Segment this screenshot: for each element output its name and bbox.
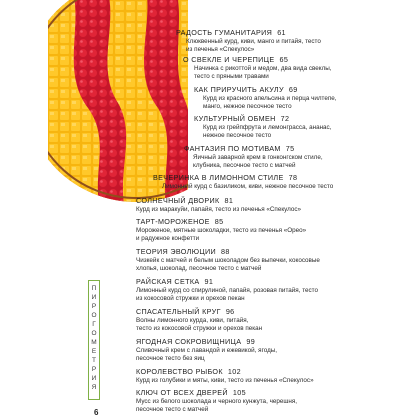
toc-entry-desc-line: Курд из голубики и мяты, киви, тесто из печенья «Спекулос» [136,377,314,384]
toc-entry-desc-line: и радужное конфетти [136,235,200,242]
toc-entry-title: ТАРТ-МОРОЖЕНОЕ [136,217,210,226]
toc-entry-desc-line: Клюквенный курд, киви, манго и питайя, тесто [186,38,321,45]
side-label-char: И [91,375,97,382]
toc-entry-page: 75 [285,144,295,153]
toc-entry-title: КУЛЬТУРНЫЙ ОБМЕН [194,114,276,123]
side-label-char: М [91,339,97,346]
toc-entry-desc-line: Курд из грейпфрута и лемонграсса, ананас, [203,124,332,131]
toc-entry-desc-line: Мусс из белого шоколада и черного кунжута, черешня, [136,398,298,405]
page-number: 6 [94,408,99,417]
side-label-char: Г [92,321,96,328]
side-label-char: Т [92,357,96,364]
toc-entry-desc-line: Курд из маракуйи, папайя, тесто из печенья «Спекулос» [136,206,302,213]
toc-entry-title: ТЕОРИЯ ЭВОЛЮЦИИ [136,247,217,256]
toc-entry-desc-line: Чизкейк с матчей и белым шоколадом без выпечки, кокосовые [136,257,320,264]
toc-entry-page: 88 [221,247,230,256]
toc-entry-desc-line: Сливочный крем с лавандой и ежевикой, ягоды, [136,347,278,354]
toc-entry-page: 69 [288,85,298,94]
toc-entry-page: 102 [227,367,241,376]
toc-entry-desc-line: тесто с пряными травами [194,73,269,80]
toc-entry-title: СПАСАТЕЛЬНЫЙ КРУГ [136,307,221,316]
toc-entry-desc-line: манго, нежное песочное тесто [203,103,292,110]
toc-entry-page: 78 [288,173,298,182]
toc-entry-desc-line: хлопья, шоколад, песочное тесто с матчей [136,265,262,272]
toc-entry-desc-line: песочное тесто без яиц [136,355,205,362]
toc-entry-title: РАЙСКАЯ СЕТКА [136,277,200,286]
toc-entry-desc-line: Яичный заварной крем в гонконгском стиле, [193,154,323,161]
toc-entry-title: О СВЕКЛЕ И ЧЕРЕПИЦЕ [183,55,275,64]
toc-entry-desc-line: из кокосовой стружки и орехов пекан [136,295,245,302]
toc-entry-title: ЯГОДНАЯ СОКРОВИЩНИЦА [136,337,242,346]
toc-entry-desc-line: Начинка с рикоттой и медом, два вида свеклы, [194,65,332,72]
toc-entry-desc-line: Лимонный курд со спирулиной, папайя, розовая питайя, тесто [136,287,318,294]
section-side-label [88,280,100,400]
side-label-char: О [91,330,97,337]
side-label-char: И [91,294,97,301]
side-label-char: П [91,285,97,292]
toc-entry-desc-line: Волны лимонного курда, киви, питайя, [136,317,249,324]
toc-entry-title: СОЛНЕЧНЫЙ ДВОРИК [136,196,220,205]
toc-entry-page: 96 [225,307,235,316]
side-label-char: Е [91,348,97,355]
toc-entry-desc-line: Курд из красного апельсина и перца чилтепе, [203,95,337,102]
toc-entry-page: 72 [280,114,290,123]
side-label-char: Я [91,384,97,391]
toc-entry-title: КЛЮЧ ОТ ВСЕХ ДВЕРЕЙ [136,388,228,397]
toc-entry-page: 61 [277,28,286,37]
toc-entry-title: КАК ПРИРУЧИТЬ АКУЛУ [194,85,284,94]
side-label-char: Р [91,303,97,310]
toc-entry-desc-line: песочное тесто с матчей [136,406,209,413]
toc-entry-title: РАДОСТЬ ГУМАНИТАРИЯ [176,28,273,37]
toc-entry-desc-line: Лимонный курд с базиликом, киви, нежное песочное тесто [162,183,334,190]
toc-entry-page: 91 [204,277,214,286]
toc-entry-desc-line: Мороженое, мятные шоколадки, тесто из печенья «Орео» [136,227,307,234]
toc-entry-desc-line: клубника, песочное тесто с матчей [193,162,296,169]
toc-entry-title: ВЕЧЕРИНКА В ЛИМОННОМ СТИЛЕ [153,173,284,182]
toc-entry-title: ФАНТАЗИЯ ПО МОТИВАМ [184,144,281,153]
toc-entry-desc-line: нежное песочное тесто [203,132,272,139]
side-label-char: Р [91,366,97,373]
toc-entry-page: 85 [214,217,224,226]
toc-entry-desc-line: тесто из кокосовой стружки и орехов пекан [136,325,263,332]
side-label-char: О [91,312,97,319]
toc-entry-page: 99 [246,337,256,346]
toc-entry-desc-line: из печенья «Спекулос» [186,46,255,53]
toc-entry-page: 65 [279,55,289,64]
toc-entry-title: КОРОЛЕВСТВО РЫБОК [136,367,223,376]
toc-entry-page: 81 [224,196,234,205]
toc-entry-page: 105 [232,388,246,397]
